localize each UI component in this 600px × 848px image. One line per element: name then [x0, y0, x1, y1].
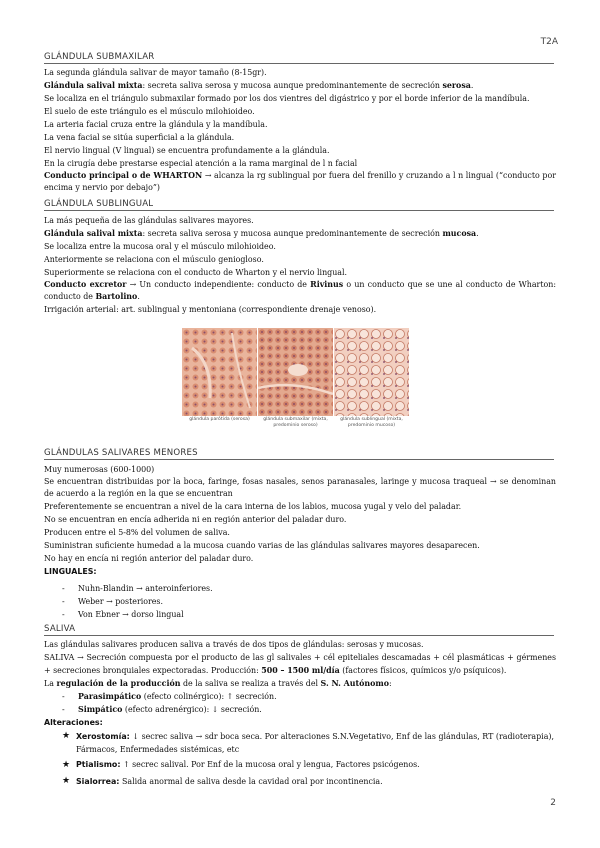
- text-line: El suelo de este triángulo es el músculo milohioideo.: [44, 107, 255, 116]
- text-line: Superiormente se relaciona con el conducto de Wharton y el nervio lingual.: [44, 268, 348, 277]
- star-icon: ★: [62, 776, 71, 786]
- menores-body: [44, 463, 556, 578]
- list-item: - Simpático (efecto adrenérgico): ↓ secreción.: [62, 705, 262, 714]
- text-line: Muy numerosas (600-1000): [44, 465, 155, 474]
- text-line: La más pequeña de las glándulas salivares mayores.: [44, 216, 254, 225]
- histology-image-parotida: [182, 328, 257, 416]
- text-line: Glándula salival mixta: secreta saliva serosa y mucosa aunque predominantemente de secreción mucosa.: [44, 229, 479, 238]
- text-paragraph: Conducto excretor → Un conducto independiente: conducto de Rivinus o un conducto que se une al conducto de Wharton: conducto de Bartolino.: [44, 280, 556, 301]
- list-item: - Weber → posteriores.: [62, 597, 163, 606]
- list-item: - Nuhn-Blandin → anteroinferiores.: [62, 584, 213, 593]
- text-line: En la cirugía debe prestarse especial atención a la rama marginal de l n facial: [44, 159, 358, 168]
- text-line: Suministran suficiente humedad a la mucosa cuando varias de las glándulas salivares mayores desaparecen.: [44, 541, 480, 550]
- submaxilar-body: [44, 66, 556, 194]
- regulation-list: [62, 690, 552, 716]
- text-line: Anteriormente se relaciona con el músculo geniogloso.: [44, 255, 264, 264]
- histology-caption: glándula submaxilar (mixta, predominio seroso): [263, 417, 328, 428]
- text-line: Irrigación arterial: art. sublingual y mentoniana (correspondiente drenaje venoso).: [44, 305, 377, 314]
- histology-caption: glándula sublingual (mixta, predominio mucoso): [340, 417, 403, 428]
- list-item: ★ Sialorrea: Salida anormal de saliva desde la cavidad oral por incontinencia.: [62, 774, 554, 789]
- text-line: Preferentemente se encuentran a nivel de la cara interna de los labios, mucosa yugal y velo del paladar.: [44, 502, 462, 511]
- text-line: La regulación de la producción de la saliva se realiza a través del S. N. Autónomo:: [44, 679, 392, 688]
- page-number: 2: [550, 798, 556, 808]
- list-item: - Parasimpático (efecto colinérgico): ↑ secreción.: [62, 692, 277, 701]
- text-paragraph: Conducto principal o de WHARTON → alcanza la rg sublingual por fuera del frenillo y cruzando a l n lingual (“conducto por encima y nervio por debajo”): [44, 171, 556, 192]
- star-icon: ★: [62, 731, 71, 741]
- text-line: La arteria facial cruza entre la glándula y la mandíbula.: [44, 120, 268, 129]
- histology-image-sublingual: [334, 328, 409, 416]
- text-line: Se localiza en el triángulo submaxilar formado por los dos vientres del digástrico y por el borde inferior de la mandíbula.: [44, 94, 530, 103]
- section-title-saliva: SALIVA: [44, 624, 554, 636]
- sublingual-body: [44, 214, 556, 316]
- histology-caption: glándula parótida (serosa): [189, 417, 250, 422]
- text-line: Las glándulas salivares producen saliva a través de dos tipos de glándulas: serosas y mucosas.: [44, 640, 424, 649]
- histology-image-submaxilar: [258, 328, 333, 416]
- section-title-menores: GLÁNDULAS SALIVARES MENORES: [44, 448, 554, 460]
- linguales-title: LINGUALES:: [44, 567, 97, 576]
- list-item: ★ Ptialismo: ↑ secrec salival. Por Enf de la mucosa oral y lengua, Factores psicógenos.: [62, 756, 554, 774]
- text-line: No hay en encía ni región anterior del paladar duro.: [44, 554, 254, 563]
- text-line: Se localiza entre la mucosa oral y el músculo milohioideo.: [44, 242, 276, 251]
- alteraciones-title-wrap: [44, 716, 556, 729]
- list-item: - Von Ebner → dorso lingual: [62, 610, 184, 619]
- saliva-body: [44, 638, 556, 690]
- text-line: La segunda glándula salivar de mayor tamaño (8-15gr).: [44, 68, 267, 77]
- alteraciones-list: [62, 730, 554, 789]
- text-paragraph: SALIVA → Secreción compuesta por el producto de las gl salivales + cél epiteliales descamadas + cél plasmáticas + gérmenes + secreciones bronquiales expectoradas. Producción: 500 – 1500 ml/día (factores físicos, químicos y/o psíquicos).: [44, 653, 556, 675]
- linguales-list: [62, 582, 552, 621]
- text-line: No se encuentran en encía adherida ni en región anterior del paladar duro.: [44, 515, 347, 524]
- list-item: ★ Xerostomía: ↓ secrec saliva → sdr boca seca. Por alteraciones S.N.Vegetativo, Enf de las glándulas, RT (radioterapia), Fármacos, Enfermedades sistémicas, etc: [62, 731, 554, 754]
- text-line: La vena facial se sitúa superficial a la glándula.: [44, 133, 235, 142]
- text-line: El nervio lingual (V lingual) se encuentra profundamente a la glándula.: [44, 146, 330, 155]
- section-title-sublingual: GLÁNDULA SUBLINGUAL: [44, 199, 554, 211]
- text-line: Glándula salival mixta: secreta saliva serosa y mucosa aunque predominantemente de secreción serosa.: [44, 81, 474, 90]
- star-icon: ★: [62, 760, 71, 770]
- header-tag: T2A: [540, 37, 558, 47]
- section-title-submaxilar: GLÁNDULA SUBMAXILAR: [44, 52, 554, 64]
- text-paragraph: Se encuentran distribuidas por la boca, faringe, fosas nasales, senos paranasales, laringe y mucosa traqueal → se denominan de acuerdo a la región en la que se encuentran: [44, 477, 556, 498]
- text-line: Producen entre el 5-8% del volumen de saliva.: [44, 528, 230, 537]
- alteraciones-title: Alteraciones:: [44, 718, 103, 727]
